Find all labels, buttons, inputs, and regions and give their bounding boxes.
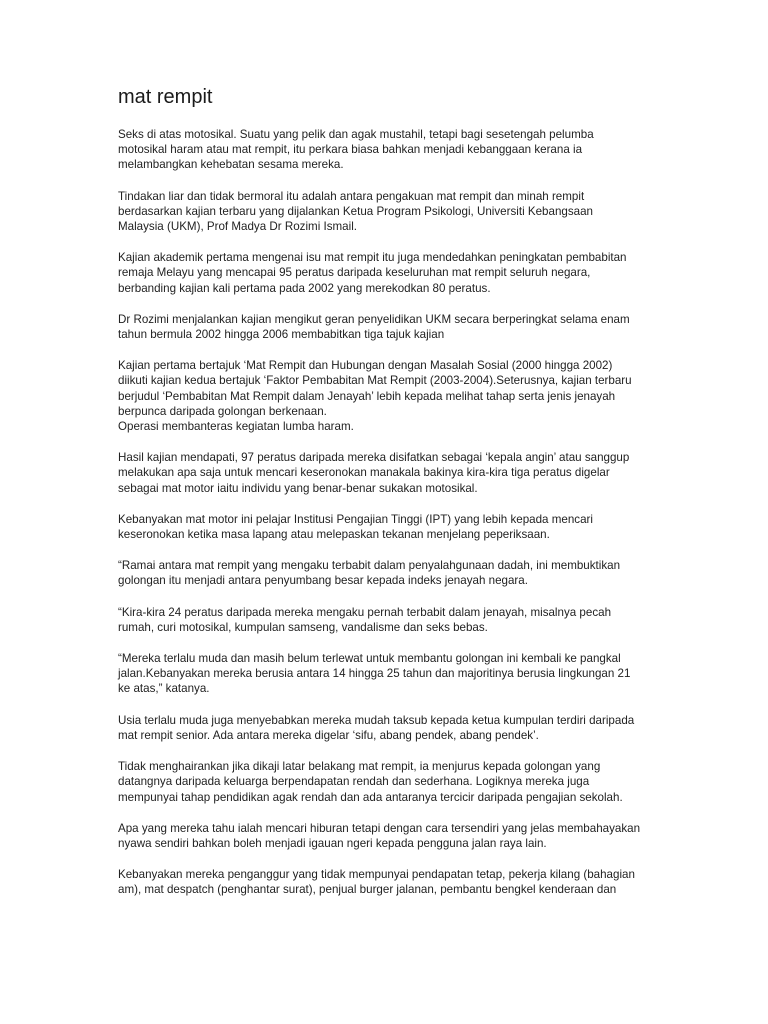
paragraph: Kajian akademik pertama mengenai isu mat rempit itu juga mendedahkan peningkatan pembabitan remaja Melayu yang mencapai 95 peratus daripada keseluruhan mat rempit seluruh negara, berbanding kajian kali pertama pada 2002 yang merekodkan 80 peratus. [118, 251, 627, 295]
paragraph: Kajian pertama bertajuk ‘Mat Rempit dan Hubungan dengan Masalah Sosial (2000 hingga 2002) diikuti kajian kedua bertajuk ‘Faktor Pembabitan Mat Rempit (2003-2004).Seterusnya, kajian terbaru berjudul ‘Pembabitan Mat Rempit dalam Jenayah’ lebih kepada melihat tahap serta jenis jenayah berpunca daripada golongan berkenaan. Operasi membanteras kegiatan lumba haram. [118, 359, 632, 434]
paragraph: Kebanyakan mat motor ini pelajar Institusi Pengajian Tinggi (IPT) yang lebih kepada mencari keseronokan ketika masa lapang atau melepaskan tekanan menjelang peperiksaan. [118, 512, 593, 542]
paragraph: Seks di atas motosikal. Suatu yang pelik dan agak mustahil, tetapi bagi sesetengah pelumba motosikal haram atau mat rempit, itu perkara biasa bahkan menjadi kebanggaan kerana ia melambangkan kehebatan sesama mereka. [118, 128, 594, 172]
paragraph: Tidak menghairankan jika dikaji latar belakang mat rempit, ia menjurus kepada golongan yang datangnya daripada keluarga berpendapatan rendah dan sederhana. Logiknya mereka juga mempunyai tahap pendidikan agak rendah dan ada antaranya tercicir daripada pengajian sekolah. [118, 760, 623, 804]
paragraph: Dr Rozimi menjalankan kajian mengikut geran penyelidikan UKM secara berperingkat selama enam tahun bermula 2002 hingga 2006 membabitkan tiga tajuk kajian [118, 312, 630, 342]
document-page [118, 84, 658, 914]
paragraph: Kebanyakan mereka penganggur yang tidak mempunyai pendapatan tetap, pekerja kilang (bahagian am), mat despatch (penghantar surat), penjual burger jalanan, pembantu bengkel kenderaan dan [118, 868, 635, 897]
paragraph: “Mereka terlalu muda dan masih belum terlewat untuk membantu golongan ini kembali ke pangkal jalan.Kebanyakan mereka berusia antara 14 hingga 25 tahun dan majoritinya berusia lingkungan 21 ke atas,” katanya. [118, 652, 631, 696]
paragraph: Tindakan liar dan tidak bermoral itu adalah antara pengakuan mat rempit dan minah rempit berdasarkan kajian terbaru yang dijalankan Ketua Program Psikologi, Universiti Kebangsaan Malaysia (UKM), Prof Madya Dr Rozimi Ismail. [118, 189, 593, 234]
paragraph: Hasil kajian mendapati, 97 peratus daripada mereka disifatkan sebagai ‘kepala angin’ atau sanggup melakukan apa saja untuk mencari keseronokan manakala bakinya kira-kira tiga peratus digelar sebagai mat motor iaitu individu yang benar-benar sukakan motosikal. [118, 451, 630, 495]
paragraph: Apa yang mereka tahu ialah mencari hiburan tetapi dengan cara tersendiri yang jelas membahayakan nyawa sendiri bahkan boleh menjadi igauan ngeri kepada pengguna jalan raya lain. [118, 821, 641, 850]
paragraph: “Kira-kira 24 peratus daripada mereka mengaku pernah terbabit dalam jenayah, misalnya pecah rumah, curi motosikal, kumpulan samseng, vandalisme dan seks bebas. [118, 605, 612, 634]
paragraph: “Ramai antara mat rempit yang mengaku terbabit dalam penyalahgunaan dadah, ini membuktikan golongan itu menjadi antara penyumbang besar kepada indeks jenayah negara. [118, 559, 621, 588]
paragraph: Usia terlalu muda juga menyebabkan mereka mudah taksub kepada ketua kumpulan terdiri daripada mat rempit senior. Ada antara mereka digelar ‘sifu, abang pendek, abang pendek’. [118, 713, 635, 742]
document-title: mat rempit [118, 86, 213, 108]
